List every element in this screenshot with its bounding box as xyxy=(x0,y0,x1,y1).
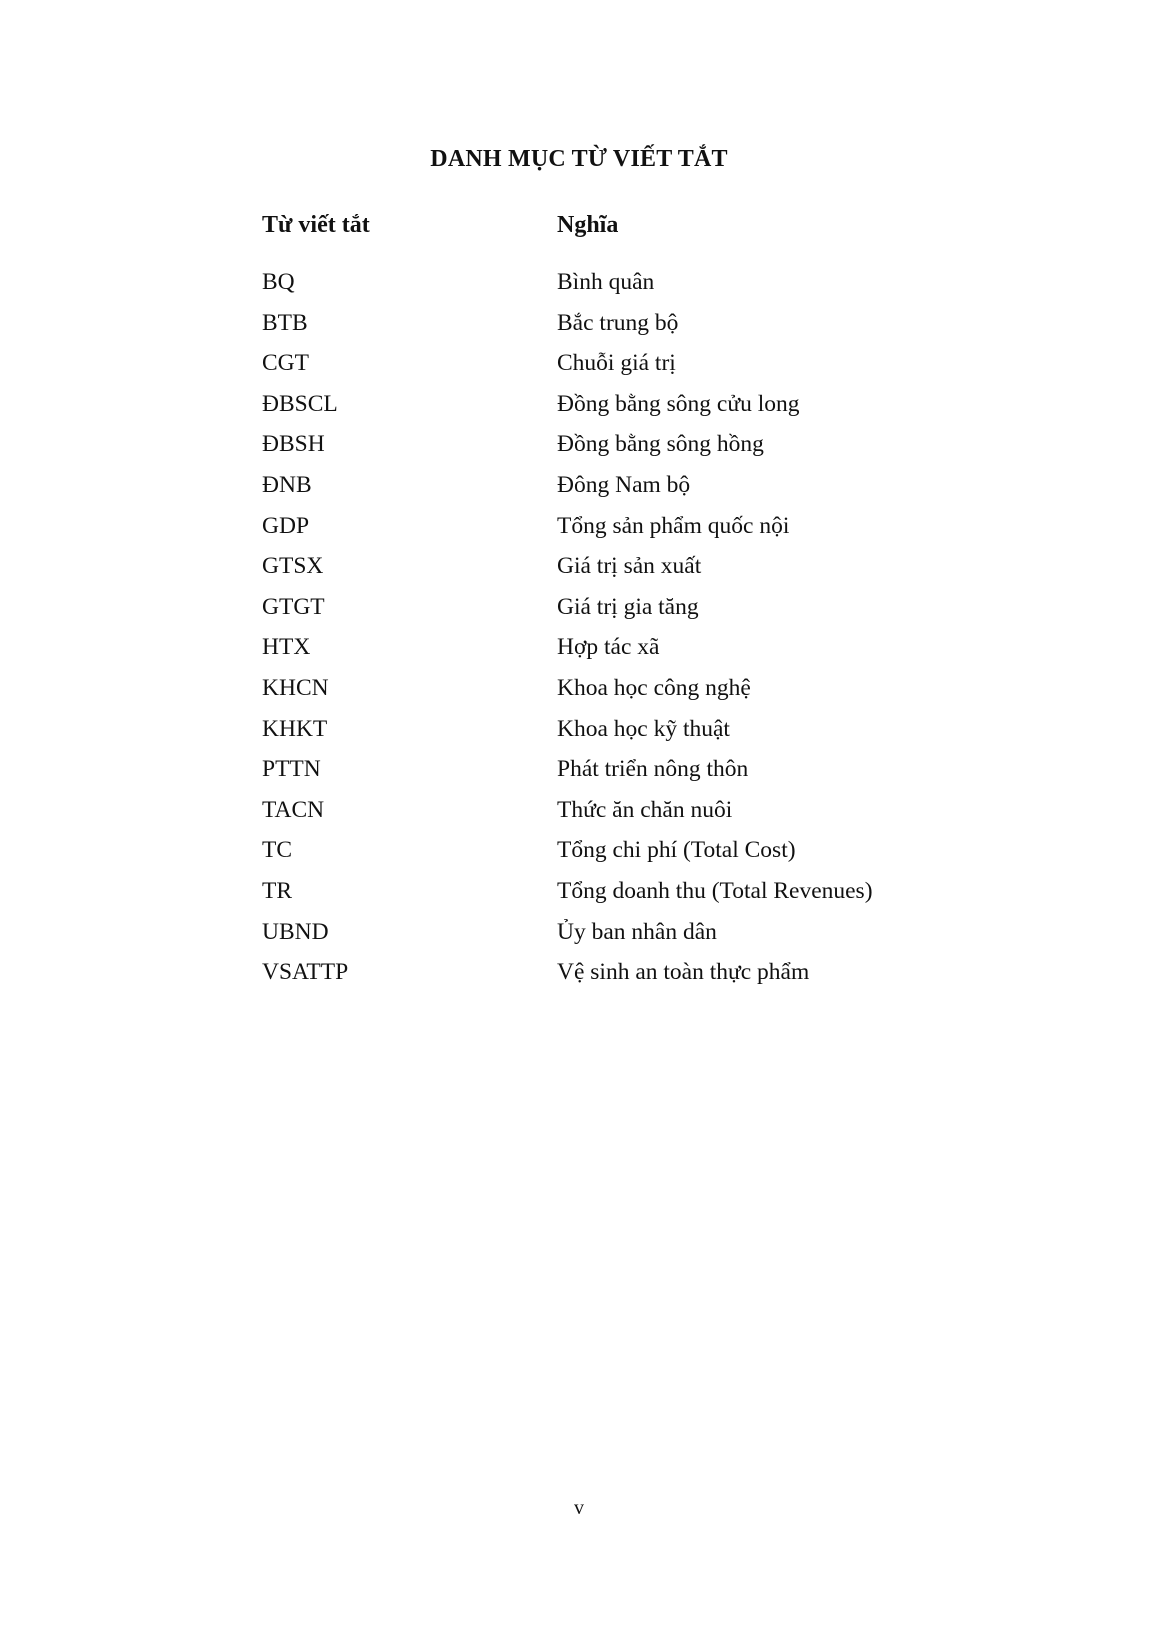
meaning: Đồng bằng sông cửu long xyxy=(557,390,800,417)
meaning: Phát triển nông thôn xyxy=(557,756,749,783)
abbreviation: TC xyxy=(262,837,293,864)
abbreviation: GTSX xyxy=(262,553,324,580)
meaning: Đồng bằng sông hồng xyxy=(557,431,764,458)
list-item xyxy=(0,550,1158,591)
list-item xyxy=(0,591,1158,632)
abbreviation: VSATTP xyxy=(262,959,349,986)
abbreviation: TR xyxy=(262,877,293,904)
abbreviation: BQ xyxy=(262,269,295,295)
list-item xyxy=(0,794,1158,835)
meaning: Tổng doanh thu (Total Revenues) xyxy=(557,877,873,904)
meaning: Hợp tác xã xyxy=(557,634,660,661)
list-item xyxy=(0,753,1158,794)
page-number: v xyxy=(574,1497,584,1519)
list-item xyxy=(0,631,1158,672)
table-header xyxy=(0,212,1158,244)
list-item xyxy=(0,266,1158,307)
list-item xyxy=(0,834,1158,875)
abbreviation: HTX xyxy=(262,634,311,661)
meaning: Bắc trung bộ xyxy=(557,309,679,336)
meaning: Giá trị sản xuất xyxy=(557,553,702,580)
abbreviation-list xyxy=(0,266,1158,997)
meaning: Tổng sản phẩm quốc nội xyxy=(557,512,790,539)
meaning: Giá trị gia tăng xyxy=(557,593,699,620)
abbreviation: KHKT xyxy=(262,715,328,742)
list-item xyxy=(0,469,1158,510)
meaning: Khoa học công nghệ xyxy=(557,674,751,701)
abbreviation: ĐBSCL xyxy=(262,390,338,417)
meaning: Vệ sinh an toàn thực phẩm xyxy=(557,959,810,986)
abbreviation: TACN xyxy=(262,796,325,823)
abbreviation: ĐBSH xyxy=(262,431,325,458)
meaning: Khoa học kỹ thuật xyxy=(557,715,730,742)
abbreviation: ĐNB xyxy=(262,471,312,498)
list-item xyxy=(0,916,1158,957)
meaning: Ủy ban nhân dân xyxy=(557,918,717,945)
list-item xyxy=(0,510,1158,551)
list-item xyxy=(0,347,1158,388)
meaning: Đông Nam bộ xyxy=(557,471,691,498)
meaning: Thức ăn chăn nuôi xyxy=(557,796,733,823)
abbreviation: GTGT xyxy=(262,593,325,620)
meaning: Chuỗi giá trị xyxy=(557,350,676,377)
meaning: Tổng chi phí (Total Cost) xyxy=(557,837,796,864)
abbreviation: UBND xyxy=(262,918,329,945)
list-item xyxy=(0,956,1158,997)
abbreviation: PTTN xyxy=(262,756,321,783)
meaning: Bình quân xyxy=(557,269,655,295)
header-meaning: Nghĩa xyxy=(557,212,619,238)
abbreviation: CGT xyxy=(262,350,309,377)
list-item xyxy=(0,307,1158,348)
page-title: DANH MỤC TỪ VIẾT TẮT xyxy=(430,146,728,172)
header-abbreviation: Từ viết tắt xyxy=(262,212,370,238)
abbreviation: BTB xyxy=(262,309,308,336)
list-item xyxy=(0,388,1158,429)
abbreviation: GDP xyxy=(262,512,310,539)
list-item xyxy=(0,672,1158,713)
list-item xyxy=(0,875,1158,916)
abbreviation: KHCN xyxy=(262,674,329,701)
list-item xyxy=(0,713,1158,754)
list-item xyxy=(0,428,1158,469)
